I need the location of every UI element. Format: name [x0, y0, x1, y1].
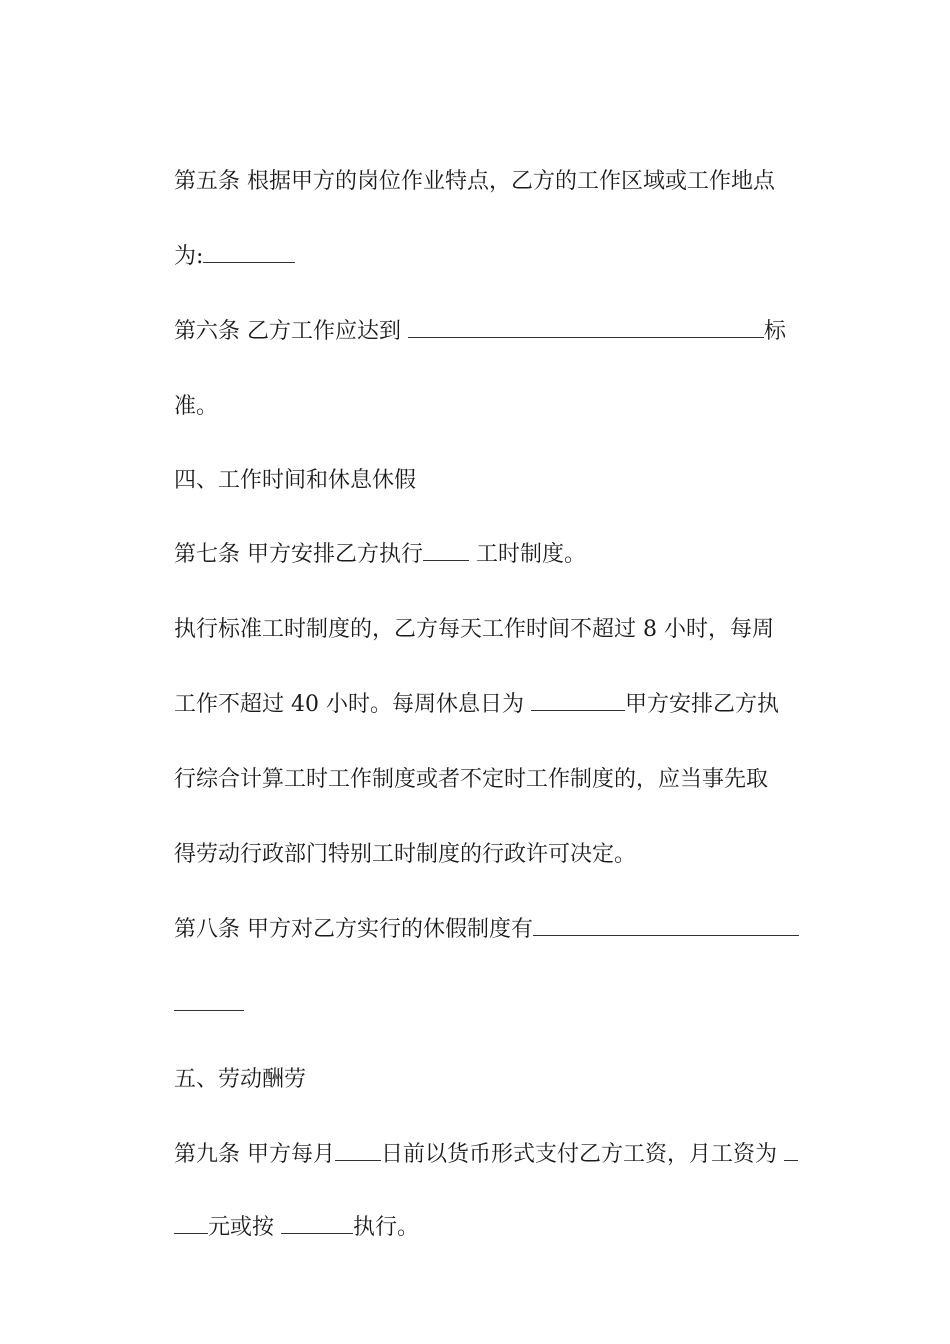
blank-work-standard [408, 317, 764, 338]
section-5-heading: 五、劳动酬劳 [173, 1067, 306, 1092]
standard-hours-line-2: 工作不超过 40 小时。每周休息日为 甲方安排乙方执 [173, 692, 779, 717]
article-9-line-1: 第九条 甲方每月 日前以货币形式支付乙方工资，月工资为 [146, 1110, 798, 1200]
standard-hours-line-4: 得劳动行政部门特别工时制度的行政许可决定。 [173, 842, 636, 867]
blank-monthly-salary [784, 1140, 798, 1161]
blank-pay-day [335, 1140, 381, 1161]
blank-work-location [203, 242, 295, 263]
article-6-line-2: 准。 [173, 394, 218, 419]
blank-pay-basis [281, 1213, 353, 1234]
article-5-line-2: 为: [146, 212, 295, 302]
article-9-line-2: 元或按 执行。 [146, 1183, 419, 1273]
blank-work-hour-system [423, 540, 469, 561]
article-8-line-1: 第八条 甲方对乙方实行的休假制度有 [146, 885, 799, 975]
blank-monthly-salary-cont [174, 1213, 208, 1234]
blank-rest-day [531, 690, 625, 711]
standard-hours-line-1: 执行标准工时制度的，乙方每天工作时间不超过 8 小时，每周 [173, 617, 774, 642]
standard-hours-line-3: 行综合计算工时工作制度或者不定时工作制度的，应当事先取 [173, 767, 768, 792]
section-4-heading: 四、工作时间和休息休假 [173, 468, 416, 493]
article-6-line-1: 第六条 乙方工作应达到 标 [173, 319, 786, 344]
article-5-line-1: 第五条 根据甲方的岗位作业特点，乙方的工作区域或工作地点 [173, 169, 775, 194]
article-7-line: 第七条 甲方安排乙方执行 工时制度。 [173, 542, 586, 567]
blank-leave-system [533, 915, 799, 936]
blank-leave-system-cont [174, 990, 244, 1011]
